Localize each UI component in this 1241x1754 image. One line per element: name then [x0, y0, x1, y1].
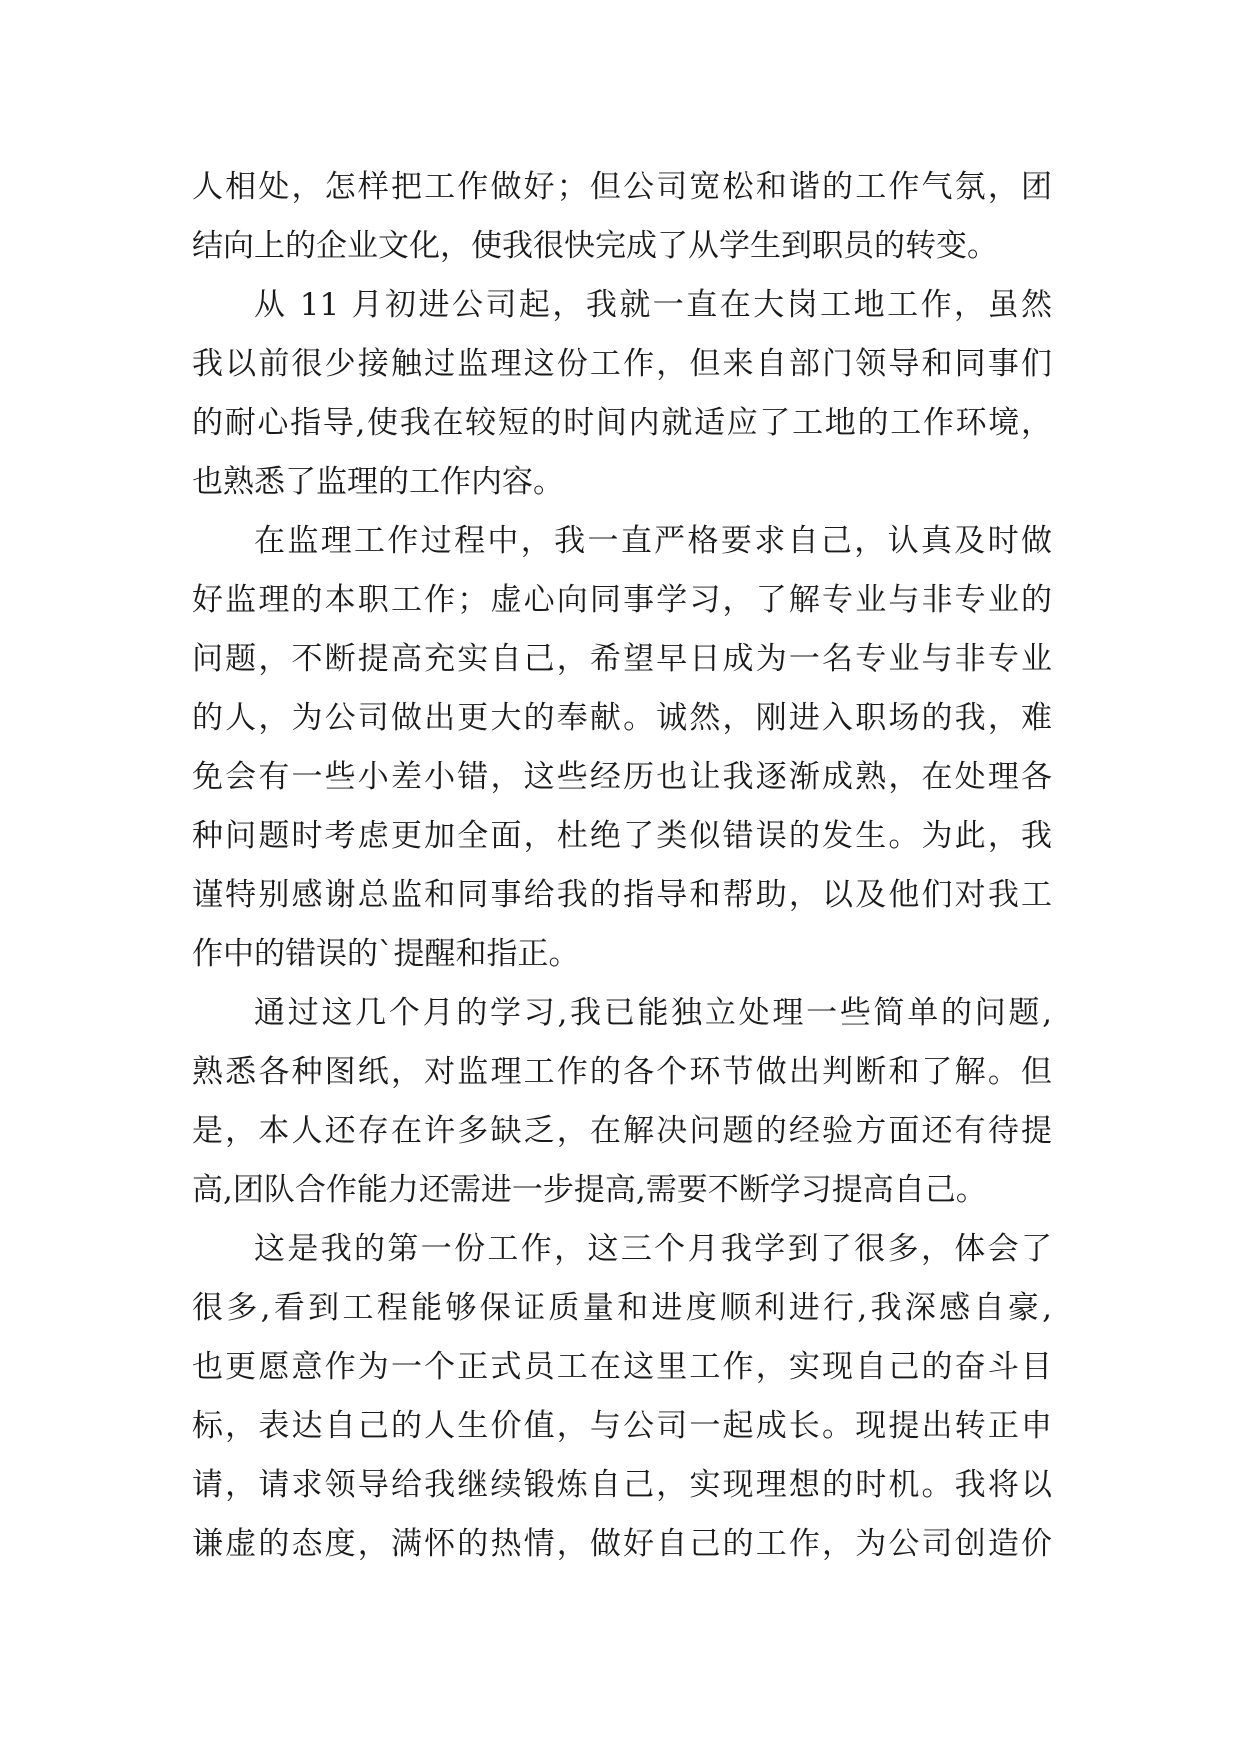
text-line: 的耐心指导,使我在较短的时间内就适应了工地的工作环境， — [192, 405, 1052, 441]
text-line: 也熟悉了监理的工作内容。 — [192, 464, 564, 500]
text-line: 好监理的本职工作；虚心向同事学习，了解专业与非专业的 — [192, 582, 1052, 618]
text-line: 是，本人还存在许多缺乏，在解决问题的经验方面还有待提 — [192, 1113, 1052, 1149]
text-line: 从 11 月初进公司起，我就一直在大岗工地工作，虽然 — [254, 287, 1052, 323]
text-line: 结向上的企业文化，使我很快完成了从学生到职员的转变。 — [192, 228, 998, 264]
text-line: 请，请求领导给我继续锻炼自己，实现理想的时机。我将以 — [192, 1467, 1052, 1503]
body-text — [192, 158, 1052, 1574]
text-line: 在监理工作过程中，我一直严格要求自己，认真及时做 — [254, 523, 1052, 559]
text-line: 作中的错误的`提醒和指正。 — [192, 936, 580, 972]
text-line: 标，表达自己的人生价值，与公司一起成长。现提出转正申 — [192, 1408, 1052, 1444]
text-line: 熟悉各种图纸，对监理工作的各个环节做出判断和了解。但 — [192, 1054, 1052, 1090]
text-line: 免会有一些小差小错，这些经历也让我逐渐成熟，在处理各 — [192, 759, 1052, 795]
text-line: 种问题时考虑更加全面，杜绝了类似错误的发生。为此，我 — [192, 818, 1052, 854]
text-line: 高,团队合作能力还需进一步提高,需要不断学习提高自己。 — [192, 1172, 987, 1208]
text-line: 人相处，怎样把工作做好；但公司宽松和谐的工作气氛，团 — [192, 169, 1052, 205]
text-line: 也更愿意作为一个正式员工在这里工作，实现自己的奋斗目 — [192, 1349, 1052, 1385]
text-line: 很多,看到工程能够保证质量和进度顺利进行,我深感自豪, — [192, 1290, 1052, 1326]
text-line: 这是我的第一份工作，这三个月我学到了很多，体会了 — [254, 1231, 1052, 1267]
text-line: 谨特别感谢总监和同事给我的指导和帮助，以及他们对我工 — [192, 877, 1052, 913]
text-line: 的人，为公司做出更大的奉献。诚然，刚进入职场的我，难 — [192, 700, 1052, 736]
text-line: 谦虚的态度，满怀的热情，做好自己的工作，为公司创造价 — [192, 1526, 1052, 1562]
text-line: 我以前很少接触过监理这份工作，但来自部门领导和同事们 — [192, 346, 1052, 382]
text-line: 问题，不断提高充实自己，希望早日成为一名专业与非专业 — [192, 641, 1052, 677]
text-line: 通过这几个月的学习,我已能独立处理一些简单的问题, — [254, 995, 1052, 1031]
